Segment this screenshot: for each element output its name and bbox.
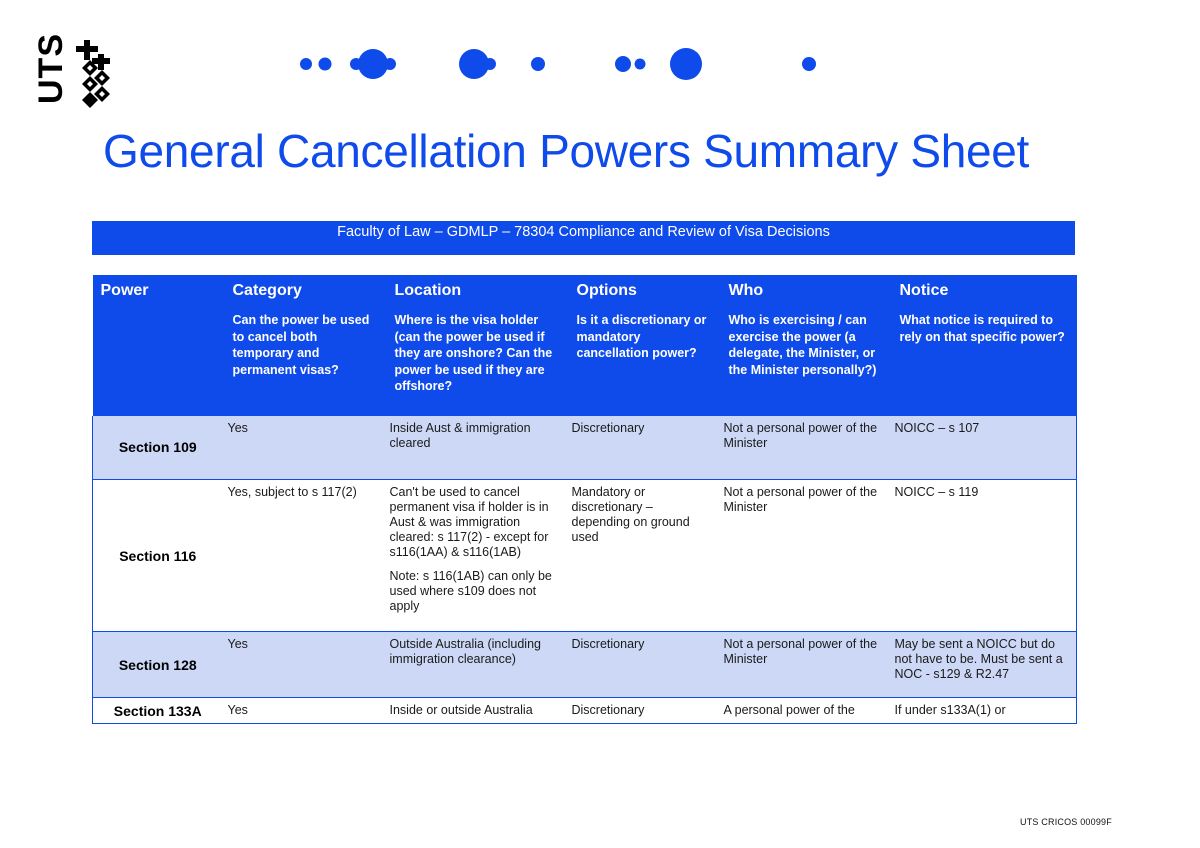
decorative-dots [290, 38, 830, 90]
cancellation-powers-table [92, 275, 1077, 724]
options-cell: Mandatory or discretionary – depending on ground used [569, 480, 721, 632]
column-header-who: Who Who is exercising / can exercise the power (a delegate, the Minister, or the Minister personally?) [721, 275, 892, 416]
power-cell: Section 133A [93, 698, 225, 724]
location-cell: Inside Aust & immigration cleared [387, 416, 569, 480]
options-cell: Discretionary [569, 632, 721, 698]
power-cell: Section 109 [93, 416, 225, 480]
faculty-banner: Faculty of Law – GDMLP – 78304 Compliance and Review of Visa Decisions [92, 221, 1075, 255]
category-cell: Yes, subject to s 117(2) [225, 480, 387, 632]
category-cell: Yes [225, 632, 387, 698]
notice-cell: NOICC – s 107 [892, 416, 1077, 480]
notice-cell: May be sent a NOICC but do not have to be. Must be sent a NOC - s129 & R2.47 [892, 632, 1077, 698]
table-header-row [93, 275, 1077, 416]
page-title: General Cancellation Powers Summary Sheet [103, 125, 1030, 177]
options-cell: Discretionary [569, 416, 721, 480]
column-header-notice: Notice What notice is required to rely on that specific power? [892, 275, 1077, 416]
column-header-power: Power [93, 275, 225, 416]
table-row [93, 416, 1077, 480]
who-cell: Not a personal power of the Minister [721, 480, 892, 632]
column-header-category: Category Can the power be used to cancel both temporary and permanent visas? [225, 275, 387, 416]
location-cell: Outside Australia (including immigration clearance) [387, 632, 569, 698]
who-cell: A personal power of the [721, 698, 892, 724]
column-header-location: Location Where is the visa holder (can the power be used if they are onshore? Can the power be used if they are offshore? [387, 275, 569, 416]
table-row [93, 480, 1077, 632]
location-cell: Inside or outside Australia [387, 698, 569, 724]
table-row [93, 698, 1077, 724]
uts-crest-icon [38, 38, 118, 110]
cricos-code: UTS CRICOS 00099F [1020, 817, 1112, 827]
who-cell: Not a personal power of the Minister [721, 416, 892, 480]
category-cell: Yes [225, 698, 387, 724]
column-header-options: Options Is it a discretionary or mandatory cancellation power? [569, 275, 721, 416]
location-note: Note: s 116(1AB) can only be used where s109 does not apply [389, 569, 552, 613]
uts-logo-text: UTS [32, 33, 70, 104]
who-cell: Not a personal power of the Minister [721, 632, 892, 698]
options-cell: Discretionary [569, 698, 721, 724]
notice-cell: If under s133A(1) or [892, 698, 1077, 724]
notice-cell: NOICC – s 119 [892, 480, 1077, 632]
power-cell: Section 116 [93, 480, 225, 632]
table-row [93, 632, 1077, 698]
location-cell: Can't be used to cancel permanent visa if holder is in Aust & was immigration cleared: s 117(2) - except for s116(1AA) & s116(1AB) Note: s 116(1AB) can only be used where s109 does not apply [387, 480, 569, 632]
category-cell: Yes [225, 416, 387, 480]
power-cell: Section 128 [93, 632, 225, 698]
